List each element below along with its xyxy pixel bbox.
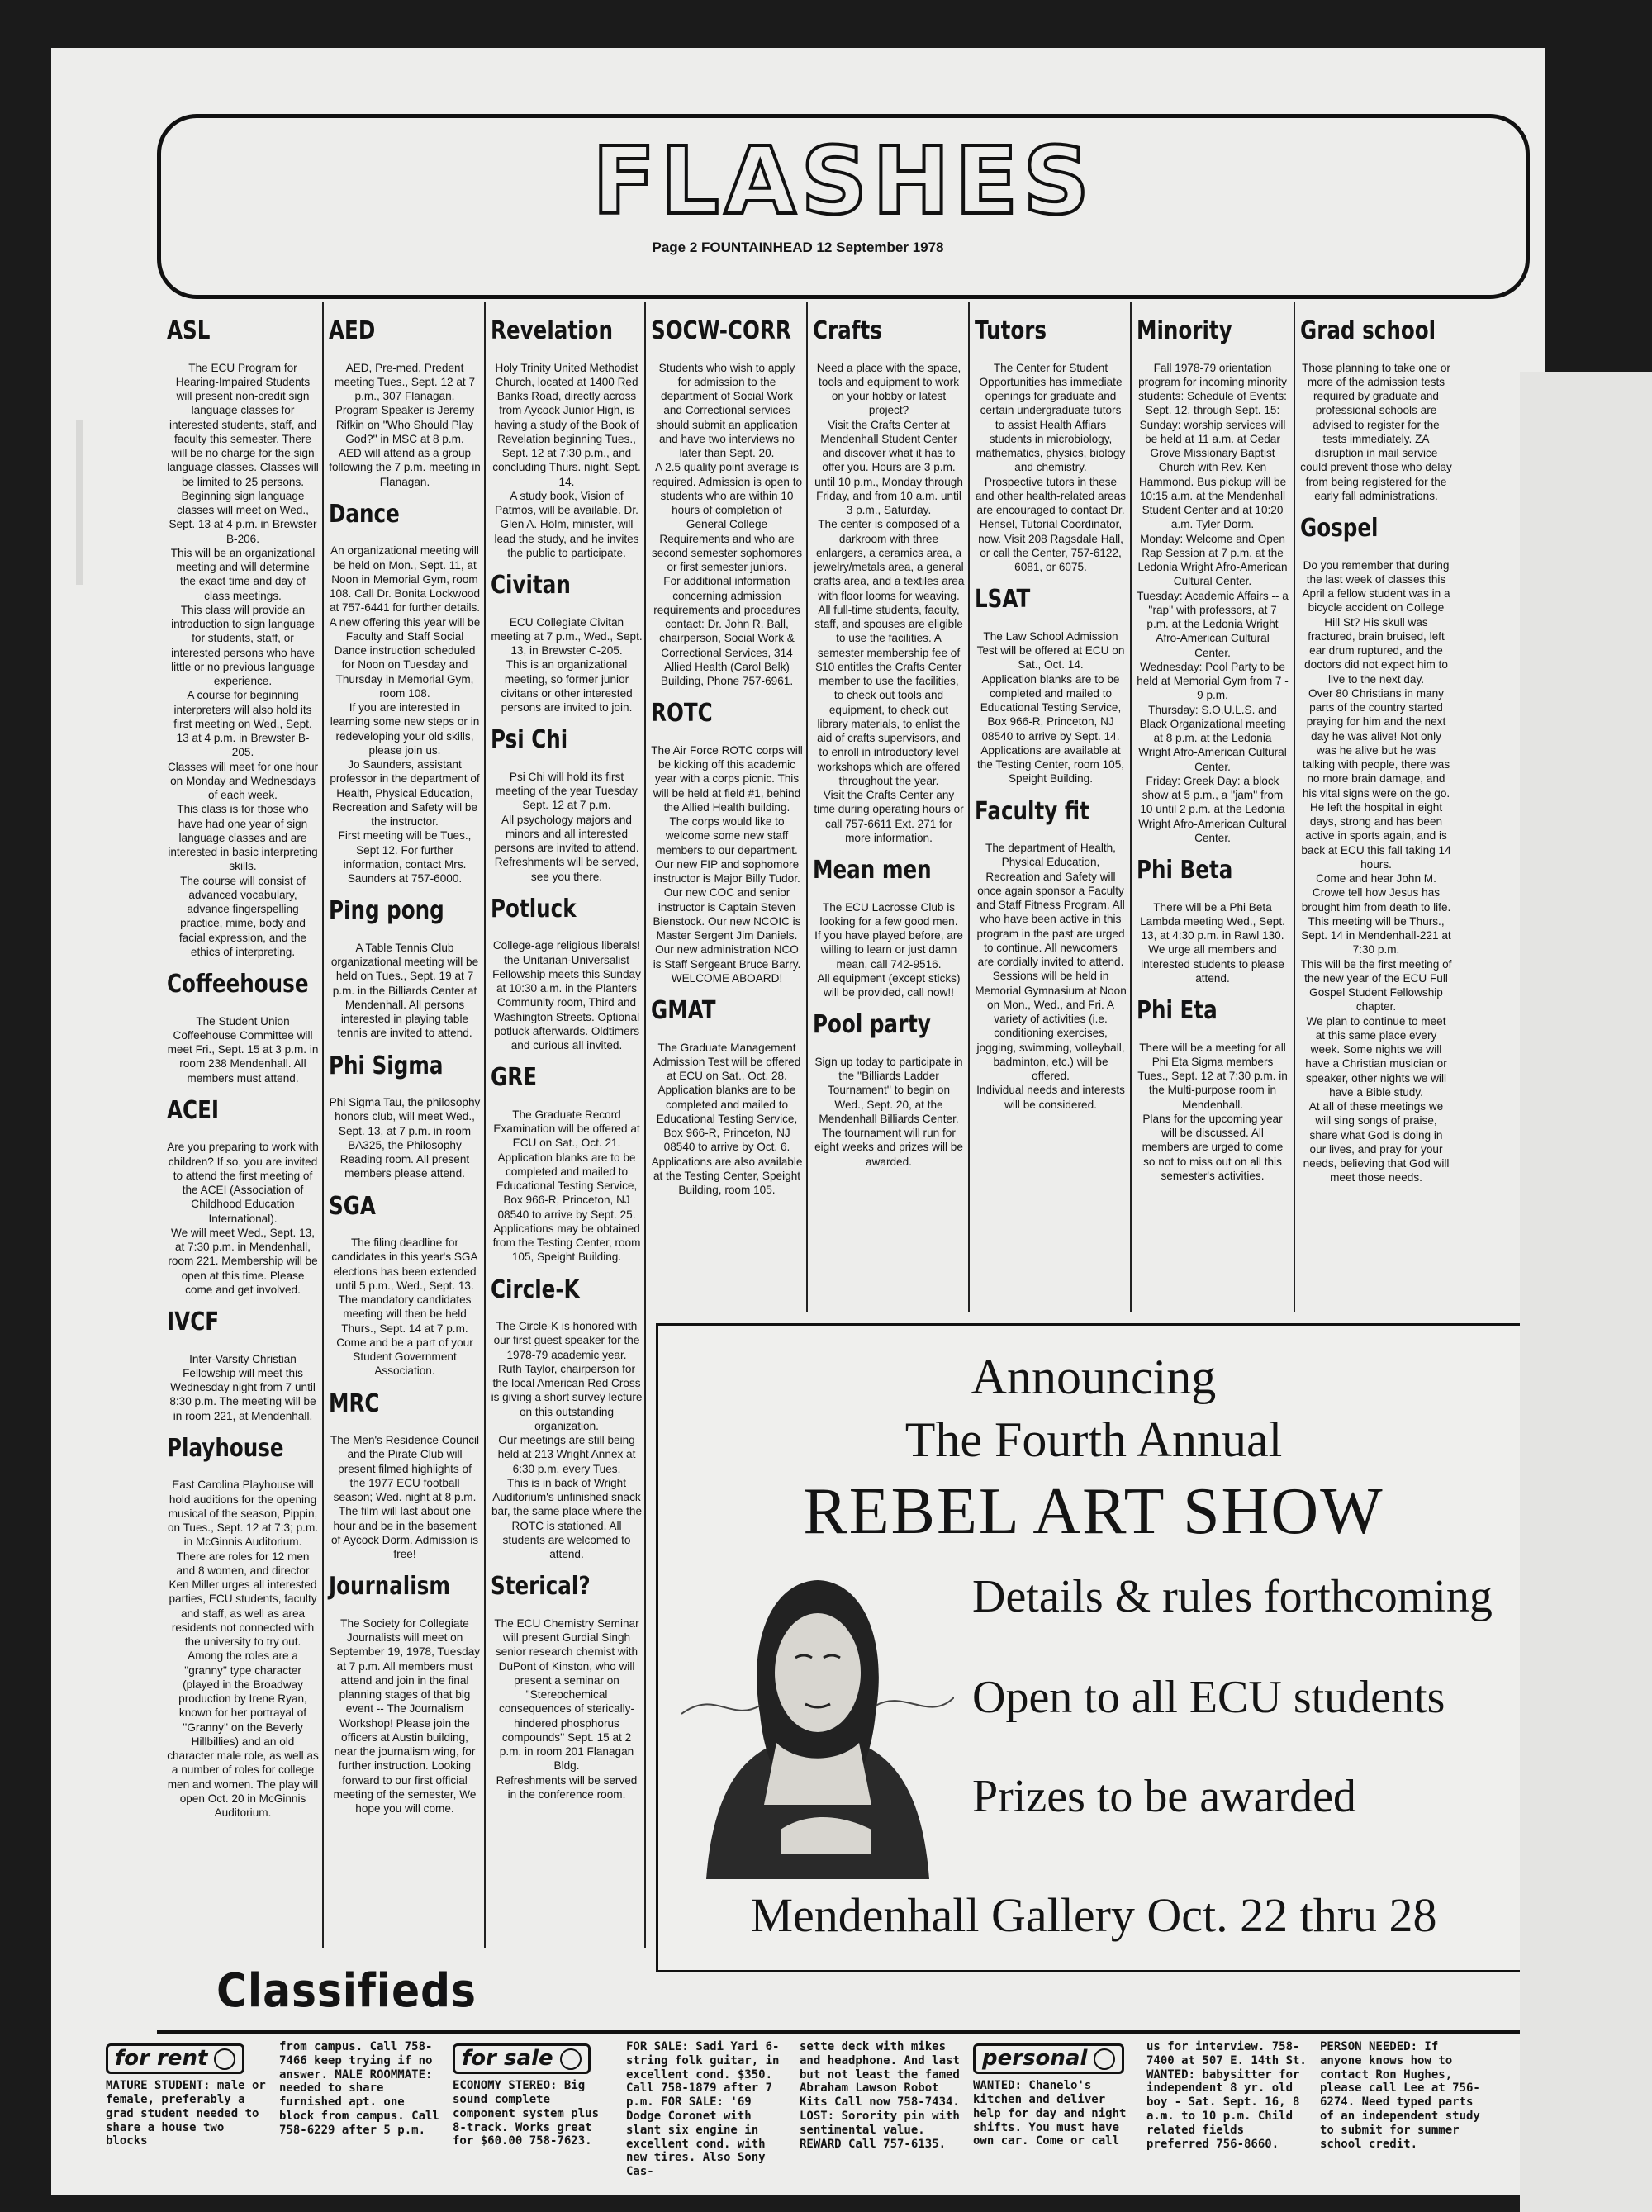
news-item-paragraph: Individual needs and interests will be considered. — [976, 1084, 1125, 1111]
rebel-art-show-ad — [656, 1323, 1531, 1972]
news-item-paragraph: The filing deadline for candidates in this year's SGA elections has been extended until 5 p.m., Wed., Sept. 13. — [331, 1237, 478, 1292]
news-item-heading: Coffeehouse — [167, 970, 309, 999]
news-item-paragraph: Holy Trinity United Methodist Church, located at 1400 Red Banks Road, directly across from Aycock Junior High, is having a study of the Book of Revelation beginning Tues., Sept. 12 at 7:30 p.m., and concluding Thurs. night, Sept. 14. — [492, 361, 641, 488]
news-item-paragraph: Plans for the upcoming year will be discussed. All members are urged to come so not to miss out on all this semester's activities. — [1142, 1112, 1284, 1182]
news-item — [329, 501, 481, 886]
classified-text: sette deck with mikes and headphone. And last but not least the famed Abraham Lawson Robot Kits Call now 758-7434. LOST: Sorority pin with sentimental value. REWARD Call 757-6135. — [800, 2040, 960, 2151]
ad-fourth-annual: The Fourth Annual — [904, 1412, 1283, 1467]
classified-col-4 — [626, 2040, 791, 2179]
news-item-paragraph: Thursday: S.O.U.L.S. and Black Organizational meeting at 8 p.m. at the Ledonia Wright Afro-American Cultural Center. — [1138, 703, 1287, 773]
news-item-heading: Psi Chi — [491, 725, 568, 755]
news-item-heading: Phi Eta — [1137, 996, 1218, 1025]
news-item-paragraph: At all of these meetings we will sing songs of praise, share what God is doing in our lives, and pray for your needs, believing that God will meet those needs. — [1303, 1100, 1450, 1184]
news-item — [167, 1308, 319, 1423]
news-item — [167, 1097, 319, 1297]
news-item-heading: Potluck — [491, 894, 577, 923]
news-item-paragraph: A Table Tennis Club organizational meeting will be held on Tues., Sept. 19 at 7 p.m. in the Billiards Center at Mendenhall. All persons interested in playing table tennis are invited to attend. — [330, 941, 479, 1040]
news-item-paragraph: Application blanks are to be completed and mailed to Educational Testing Service, Box 966-R, Princeton, NJ 08540 to arrive by Sept. 25. Applications may be obtained from the Testing Center, room 105, Speight Building. — [492, 1151, 641, 1264]
news-column — [813, 306, 965, 1180]
news-item-heading: Phi Beta — [1137, 856, 1233, 885]
news-item-heading: Faculty fit — [975, 796, 1089, 826]
column-rule — [806, 302, 808, 1312]
news-item-paragraph: A study book, Vision of Patmos, will be available. Dr. Glen A. Holm, minister, will lead the study, and he invites the public to participate. — [494, 489, 639, 559]
classified-text: PERSON NEEDED: If anyone knows how to contact Ron Hughes, please call Lee at 756-6274. Need typed parts of an independent study to submit for summer school credit. — [1320, 2040, 1480, 2151]
news-item-paragraph: The Graduate Management Admission Test will be offered at ECU on Sat., Oct. 28. — [653, 1041, 801, 1082]
news-item-heading: ASL — [167, 316, 211, 345]
news-item — [1137, 997, 1289, 1183]
news-item-paragraph: This will be the first meeting of the new year of the ECU Full Gospel Student Fellowship chapter. — [1300, 957, 1452, 1013]
news-item-paragraph: A 2.5 quality point average is required. Admission is open to students who are within 10 hours of completion of General College Requirements and who are second semester sophomores or first semester juniors. — [651, 461, 803, 573]
news-item-paragraph: The ECU Lacrosse Club is looking for a few good men. — [819, 900, 958, 928]
news-item-paragraph: Jo Saunders, assistant professor in the department of Health, Physical Education, Recreation and Safety will be the instructor. — [330, 758, 480, 828]
classified-text: ECONOMY STEREO: Big sound complete component system plus 8-track. Works great for $60.00 758-7623. — [453, 2079, 600, 2148]
news-item-paragraph: For additional information concerning admission requirements and procedures contact: Dr. John R. Ball, chairperson, Social Work & Correctional Services, 314 Allied Health (Carol Belk) Building, Phone 757-6961. — [653, 575, 800, 687]
news-item-paragraph: ECU Collegiate Civitan meeting at 7 p.m., Wed., Sept. 13, in Brewster C-205. — [491, 615, 643, 657]
news-item — [975, 798, 1127, 1112]
news-item — [329, 1390, 481, 1562]
news-item — [491, 726, 643, 884]
news-item-paragraph: Inter-Varsity Christian Fellowship will meet this Wednesday night from 7 until 8:30 p.m. The meeting will be in room 221, at Mendenhall. — [169, 1352, 316, 1422]
news-item-paragraph: This is in back of Wright Auditorium's unfinished snack bar, the same place where the ROTC is stationed. All students are welcomed to attend. — [491, 1476, 643, 1560]
news-item — [491, 317, 643, 560]
news-item-heading: Minority — [1137, 316, 1232, 345]
news-item-heading: Revelation — [491, 316, 613, 345]
news-item — [1300, 317, 1452, 503]
classified-col-7 — [1146, 2040, 1312, 2151]
news-item-paragraph: Ruth Taylor, chairperson for the local American Red Cross is giving a short survey lecture on this outstanding organization. — [491, 1362, 643, 1432]
ad-location-dates: Mendenhall Gallery Oct. 22 thru 28 — [750, 1888, 1437, 1942]
news-item — [167, 971, 319, 1085]
classified-col-1 — [106, 2040, 271, 2148]
classified-text: us for interview. 758-7400 at 507 E. 14th St. WANTED: babysitter for independent 8 yr. old boy - Sat. Sept. 16, 8 a.m. to 10 p.m. Child related fields preferred 756-8660. — [1146, 2040, 1307, 2151]
news-item-paragraph: Monday: Welcome and Open Rap Session at 7 p.m. at the Ledonia Wright Afro-American Cultural Center. — [1137, 532, 1288, 588]
news-item-paragraph: All psychology majors and minors and all interested persons are invited to attend. Refreshments will be served, see you there. — [494, 813, 639, 883]
news-item — [1300, 515, 1452, 1185]
news-item-paragraph: A course for beginning interpreters will also hold its first meeting on Wed., Sept. 13 at 4 p.m. in Brewster B-205. — [173, 689, 312, 759]
column-rule — [1294, 302, 1295, 1312]
mona-lisa-illustration — [681, 1565, 954, 1879]
newspaper-page — [51, 48, 1545, 2195]
news-item — [491, 1064, 643, 1264]
news-item-paragraph: Need a place with the space, tools and equipment to work on your hobby or latest project? — [816, 361, 961, 417]
news-item-paragraph: Psi Chi will hold its first meeting of the year Tuesday Sept. 12 at 7 p.m. — [496, 770, 638, 812]
news-item-paragraph: The Law School Admission Test will be offered at ECU on Sat., Oct. 14. — [976, 629, 1125, 672]
news-item-paragraph: Over 80 Christians in many parts of the country started praying for him and the next day he was alive! Not only was he alive but he was talking with people, there was no more brain damage, and his vital signs were on the go. He left the hospital in eight days, strong and has been active in sports again, and is back at ECU this fall taking 14 hours. — [1301, 686, 1451, 871]
news-item-heading: Mean men — [813, 856, 932, 885]
news-item-paragraph: AED will attend as a group following the 7 p.m. meeting in Flanagan. — [329, 447, 481, 488]
news-item-paragraph: The Air Force ROTC corps will be kicking off this academic year with a corps picnic. This will be held at field #1, behind the Allied Health building. — [651, 743, 803, 814]
personal-label: personal — [973, 2043, 1124, 2074]
news-column — [1300, 306, 1452, 1197]
news-item — [491, 1573, 643, 1801]
news-item-paragraph: There will be a meeting for all Phi Eta Sigma members Tues., Sept. 12 at 7:30 p.m. in the Multi-purpose room in Mendenhall. — [1137, 1041, 1288, 1111]
news-item-heading: IVCF — [167, 1308, 220, 1336]
news-item-paragraph: Phi Sigma Tau, the philosophy honors club, will meet Wed., Sept. 13, at 7 p.m. in room BA325, the Philosophy Reading room. All present members please attend. — [329, 1096, 481, 1180]
news-item-paragraph: Our meetings are still being held at 213 Wright Annex at 6:30 p.m. every Tues. — [497, 1434, 636, 1475]
news-item-paragraph: Do you remember that during the last week of classes this April a fellow student was in a bicycle accident on College Hill St? His skull was fractured, brain bruised, left ear drum ruptured, and the doctors did not expect him to live to the next day. — [1302, 558, 1450, 686]
news-item-heading: SOCW-CORR — [651, 316, 791, 345]
news-item-paragraph: Those planning to take one or more of the admission tests required by graduate and professional schools are advised to register for the tests immediately. ZA disruption in mail service could prevent those who delay from being registered for the early fall administrations. — [1300, 361, 1452, 502]
news-item — [813, 1011, 965, 1169]
news-item-heading: LSAT — [975, 585, 1031, 615]
house-icon — [214, 2048, 235, 2070]
news-item — [651, 997, 803, 1197]
person-icon — [1094, 2048, 1115, 2070]
edge-mark — [76, 420, 83, 585]
news-item-paragraph: Application blanks are to be completed and mailed to Educational Testing Service, Box 966-R, Princeton, NJ 08540 to arrive by Sept. 14. Applications are available at the Testing Center, room 105, Speight Building. — [976, 672, 1125, 786]
news-column — [651, 306, 803, 1208]
news-item — [975, 586, 1127, 786]
news-item-paragraph: The ECU Chemistry Seminar will present Gurdial Singh senior research chemist with DuPont of Kinston, who will present a seminar on ''Stereochemical consequences of sterically-hindered phosphorus compounds'' Sept. 15 at 2 p.m. in room 201 Flanagan Bldg. — [494, 1616, 639, 1773]
news-item-paragraph: Visit the Crafts Center at Mendenhall Student Center and discover what it has to offer you. Hours are 3 p.m. until 10 p.m., Monday through Friday, and from 10 a.m. until 3 p.m., Saturday. — [814, 418, 963, 516]
news-item-heading: Circle-K — [491, 1275, 580, 1304]
news-item-paragraph: The Center for Student Opportunities has immediate openings for graduate and certain undergraduate tutors to assist Health Affiars students in microbiology, mathematics, physics, biology and chemistry. — [976, 361, 1126, 474]
news-column — [167, 306, 319, 1831]
news-item-paragraph: There will be a Phi Beta Lambda meeting Wed., Sept. 13, at 4:30 p.m. in Rawl 130. — [1140, 900, 1285, 942]
classified-col-3 — [453, 2040, 618, 2148]
news-item-paragraph: The department of Health, Physical Education, Recreation and Safety will once again sponsor a Faculty and Staff Fitness Program. All who have been active in this program in the past are urged to continue. All newcomers are cordially invited to attend. — [976, 842, 1125, 968]
news-item — [329, 1573, 481, 1816]
ad-details: Details & rules forthcoming — [972, 1571, 1493, 1622]
news-item-heading: MRC — [329, 1388, 380, 1418]
news-item-paragraph: Beginning sign language classes will meet on Wed., Sept. 13 at 4 p.m. in Brewster B-206. — [169, 489, 317, 545]
news-item-paragraph: Sunday: worship services will be held at 11 a.m. at Cedar Grove Missionary Baptist Church with Rev. Ken Hammond. Bus pickup will be 10:15 a.m. at the Mendenhall Student Center and at 10:20 a.m. Tyler Dorm. — [1138, 418, 1287, 531]
classified-text: FOR SALE: Sadi Yari 6-string folk guitar, in excellent cond. $350. Call 758-1879 after 7 p.m. FOR SALE: '69 Dodge Coronet with slant six engine in excellent cond. with new tires. Also Sony Cas- — [626, 2040, 780, 2179]
news-item-paragraph: There are roles for 12 men and 8 women, and director Ken Miller urges all interested parties, ECU students, faculty and staff, as well as area residents not connected with the university to try out. — [169, 1550, 317, 1648]
classified-col-6 — [973, 2040, 1138, 2148]
news-item — [167, 1435, 319, 1820]
news-item — [813, 317, 965, 845]
news-item-heading: Phi Sigma — [329, 1051, 444, 1080]
news-item-heading: Pool party — [813, 1010, 931, 1040]
news-item-paragraph: This will be an organizational meeting and will determine the exact time and day of class meetings. — [170, 546, 316, 602]
news-item-paragraph: The ECU Program for Hearing-Impaired Students will present non-credit sign language classes for interested students, staff, and faculty this semester. There will be no charge for the sign language classes. Classes will be limited to 25 persons. — [167, 361, 319, 488]
news-item-paragraph: Prospective tutors in these and other health-related areas are encouraged to contact Dr. Hensel, Tutorial Coordinator, now. Visit 208 Ragsdale Hall, or call the Center, 757-6122, 6081, or 6075. — [975, 475, 1127, 573]
news-item-heading: AED — [329, 316, 376, 345]
column-rule — [644, 302, 646, 1948]
news-item-paragraph: If you have played before, are willing to learn or just damn mean, call 742-9516. — [814, 929, 963, 971]
news-item-heading: Playhouse — [167, 1433, 284, 1463]
news-item — [1137, 317, 1289, 845]
ad-announcing: Announcing — [971, 1350, 1217, 1404]
news-item-paragraph: The course will consist of advanced vocabulary, advance fingerspelling practice, mime, body and facial expression, and the ethics of interpreting. — [178, 874, 307, 958]
ad-prizes: Prizes to be awarded — [972, 1771, 1356, 1822]
news-item-paragraph: The Society for Collegiate Journalists will meet on September 19, 1978, Tuesday at 7 p.m. All members must attend and join in the final planning stages of that big event -- The Journalism Workshop! Please join the officers at Austin building, near the journalism wing, for further instruction. Looking forward to our first official meeting of the semester, We hope you will come. — [329, 1616, 481, 1815]
news-item-heading: Gospel — [1300, 514, 1379, 543]
news-item-heading: GMAT — [651, 996, 716, 1025]
news-item-heading: SGA — [329, 1191, 376, 1221]
news-item-paragraph: Classes will meet for one hour on Monday and Wednesdays of each week. — [167, 760, 319, 801]
news-item — [491, 1276, 643, 1562]
news-item — [329, 317, 481, 489]
news-item-paragraph: Sign up today to participate in the ''Billiards Ladder Tournament'' to begin on Wed., Sept. 20, at the Mendenhall Billiards Center. The tournament will run for eight weeks and prizes will be awarded. — [814, 1055, 963, 1168]
folio-line: Page 2 FOUNTAINHEAD 12 September 1978 — [652, 240, 944, 255]
news-item-heading: Sterical? — [491, 1572, 591, 1602]
classified-col-8 — [1320, 2040, 1485, 2151]
news-item-paragraph: The Student Union Coffeehouse Committee will meet Fri., Sept. 15 at 3 p.m. in room 238 Mendenhall. All members must attend. — [167, 1014, 319, 1085]
news-item-paragraph: Come and hear John M. Crowe tell how Jesus has brought him from death to life. This meeting will be Thurs., Sept. 14 in Mendenhall-221 at 7:30 p.m. — [1301, 872, 1451, 956]
news-item — [1137, 857, 1289, 985]
masthead-title: FLASHES — [591, 128, 1095, 235]
news-item-paragraph: Wednesday: Pool Party to be held at Memorial Gym from 7 - 9 p.m. — [1137, 660, 1289, 702]
news-item — [651, 700, 803, 985]
news-item-paragraph: We plan to continue to meet at this same place every week. Some nights we will have a Christian musician or speaker, other nights we will have a Bible study. — [1305, 1014, 1447, 1099]
news-item — [813, 857, 965, 999]
news-item — [491, 895, 643, 1053]
tag-icon — [560, 2048, 582, 2070]
masthead-box — [157, 114, 1530, 299]
news-item-paragraph: The center is composed of a darkroom with three enlargers, a ceramics area, a jewelry/metals area, a general crafts area, and a textiles area with floor looms for weaving. — [813, 518, 965, 602]
for-sale-label: for sale — [453, 2043, 591, 2074]
news-item-paragraph: The corps would like to welcome some new staff members to our department. Our new FIP and sophomore instructor is Major Billy Tudor. Our new COC and senior instructor is Captain Steven Bienstock. Our new NCOIC is Master Sergent Jim Daniels. Our new administration NCO is Staff Sergeant Bruce Barry. WELCOME ABOARD! — [653, 815, 801, 985]
news-item-paragraph: AED, Pre-med, Predent meeting Tues., Sept. 12 at 7 p.m., 307 Flanagan. — [334, 361, 476, 402]
classifieds-title: Classifieds — [216, 1964, 477, 2018]
news-item-paragraph: This class is for those who have had one year of sign language classes and are interested in basic interpreting skills. — [168, 803, 318, 873]
classified-text: WANTED: Chanelo's kitchen and deliver help for day and night shifts. You must have own car. Come or call — [973, 2079, 1127, 2148]
news-item — [975, 317, 1127, 574]
adjacent-page-edge — [1520, 372, 1652, 2212]
news-item-heading: Tutors — [975, 316, 1047, 345]
ad-show-title: REBEL ART SHOW — [803, 1475, 1384, 1548]
news-item-paragraph: If you are interested in learning some new steps or in redeveloping your old skills, please join us. — [330, 701, 480, 757]
news-item — [329, 897, 481, 1040]
news-item-heading: Crafts — [813, 316, 882, 345]
news-item-paragraph: Come and be a part of your Student Government Association. — [336, 1336, 473, 1378]
column-rule — [484, 302, 486, 1948]
news-column — [491, 306, 643, 1813]
news-item-paragraph: An organizational meeting will be held on Mon., Sept. 11, at Noon in Memorial Gym, room 108. Call Dr. Bonita Lockwood at 757-6441 for further details. — [329, 544, 481, 615]
news-item-heading: Ping pong — [329, 896, 444, 926]
news-item-heading: Grad school — [1300, 316, 1436, 345]
news-item-paragraph: The Graduate Record Examination will be offered at ECU on Sat., Oct. 21. — [493, 1108, 640, 1150]
news-item-paragraph: East Carolina Playhouse will hold auditions for the opening musical of the season, Pippin, on Tues., Sept. 12 at 7:3; p.m. in McGinnis Auditorium. — [167, 1479, 319, 1549]
classified-col-2 — [279, 2040, 444, 2138]
news-item-paragraph: Students who wish to apply for admission to the department of Social Work and Correctional services should submit an application and have two interviews no later than Sept. 20. — [656, 361, 798, 459]
news-item-paragraph: Fall 1978-79 orientation program for incoming minority students: Schedule of Events: Sept. 12, through Sept. 15: — [1138, 361, 1287, 417]
news-item — [329, 1193, 481, 1379]
news-item — [491, 572, 643, 714]
news-item-paragraph: The Men's Residence Council and the Pirate Club will present filmed highlights of the 1977 ECU football season; Wed. night at 8 p.m. The film will last about one hour and be in the basement of Aycock Dorm. Admission is free! — [330, 1434, 480, 1560]
news-column — [975, 306, 1127, 1123]
news-item — [167, 317, 319, 959]
column-rule — [968, 302, 970, 1312]
news-item-paragraph: We will meet Wed., Sept. 13, at 7:30 p.m. in Mendenhall, room 221. Membership will be open at this time. Please come and get involved. — [168, 1226, 318, 1296]
news-item-paragraph: Among the roles are a ''granny'' type character (played in the Broadway production by Irene Ryan, known for her portrayal of ''Granny'' on the Beverly Hillbillies) and an old character male role, as well as a number of roles for college men and women. The play will open Oct. 20 in McGinnis Auditorium. — [167, 1650, 319, 1819]
news-item-paragraph: Are you preparing to work with children? If so, you are invited to attend the first meeting of the ACEI (Association of Childhood Education International). — [167, 1141, 319, 1225]
classified-text: MATURE STUDENT: male or female, preferably a grad student needed to share a house two blocks — [106, 2079, 266, 2148]
news-item-paragraph: A new offering this year will be Faculty and Staff Social Dance instruction scheduled for Noon on Tuesday and Thursday in Memorial Gym, room 108. — [329, 615, 481, 700]
news-item-paragraph: Application blanks are to be completed and mailed to Educational Testing Service, Box 966-R, Princeton, NJ 08540 to arrive by Oct. 6. Applications are also available at the Testing Center, Speight Building, room 105. — [651, 1084, 803, 1196]
news-item-heading: Civitan — [491, 571, 571, 600]
news-item-paragraph: We urge all members and interested students to please attend. — [1141, 943, 1284, 985]
news-item — [329, 1052, 481, 1181]
news-item-heading: Dance — [329, 499, 400, 529]
news-item-paragraph: This class will provide an introduction to sign language for students, staff, or interested persons who have little or no previous language experience. — [171, 603, 315, 687]
news-item-paragraph: First meeting will be Tues., Sept 12. For further information, contact Mrs. Saunders at 757-6000. — [338, 829, 472, 885]
news-item-paragraph: Refreshments will be served in the conference room. — [496, 1773, 638, 1801]
classified-col-5 — [800, 2040, 965, 2151]
news-item-heading: ACEI — [167, 1095, 220, 1125]
classified-text: from campus. Call 758-7466 keep trying if no answer. MALE ROOMMATE: needed to share furnished apt. one block from campus. Call 758-6229 after 5 p.m. — [279, 2040, 439, 2137]
news-item-heading: Journalism — [329, 1572, 450, 1602]
news-item-paragraph: All equipment (except sticks) will be provided, call now!! — [817, 971, 961, 999]
news-column — [1137, 306, 1289, 1194]
news-item-paragraph: Friday: Greek Day: a block show at 5 p.m., a ''jam'' from 10 until 2 p.m. at the Ledonia Wright Afro-American Cultural Center. — [1138, 774, 1287, 844]
news-item-paragraph: Program Speaker is Jeremy Rifkin on ''Who Should Play God?'' in MSC at 8 p.m. — [335, 404, 475, 445]
news-item-heading: GRE — [491, 1063, 537, 1093]
news-item-paragraph: Tuesday: Academic Affairs -- a ''rap'' with professors, at 7 p.m. at the Ledonia Wright Afro-American Cultural Center. — [1137, 589, 1289, 659]
news-column — [329, 306, 481, 1827]
news-item-paragraph: Sessions will be held in Memorial Gymnasium at Noon on Mon., Wed., and Fri. A variety of activities (i.e. conditioning exercises, jogging, swimming, volleyball, badminton, etc.) will be offered. — [975, 970, 1127, 1082]
news-item-heading: ROTC — [651, 699, 713, 729]
ad-open-to-all: Open to all ECU students — [972, 1672, 1446, 1723]
column-rule — [322, 302, 324, 1948]
news-item-paragraph: The Circle-K is honored with our first guest speaker for the 1978-79 academic year. — [493, 1320, 640, 1361]
news-item — [651, 317, 803, 688]
news-item-paragraph: All full-time students, faculty, staff, and spouses are eligible to use the facilities. A semester membership fee of $10 entitles the Crafts Center member to use the facilities, to check out tools and equipment, to check out library materials, to enlist the aid of crafts supervisors, and to enroll in introductory level workshops which are offered throughout the year. — [814, 603, 963, 787]
news-item-paragraph: College-age religious liberals! the Unitarian-Universalist Fellowship meets this Sunday at 10:30 a.m. in the Planters Community room, Third and Washington Streets. Optional potluck afterwards. Oldtimers and curious all invited. — [492, 939, 641, 1051]
news-item-paragraph: This is an organizational meeting, so former junior civitans or other interested persons are invited to join. — [501, 658, 633, 714]
for-rent-label: for rent — [106, 2043, 244, 2074]
news-item-paragraph: The mandatory candidates meeting will then be held Thurs., Sept. 14 at 7 p.m. — [338, 1293, 472, 1335]
classifieds-rule — [157, 2030, 1531, 2034]
column-rule — [1130, 302, 1132, 1312]
news-item-paragraph: Visit the Crafts Center any time during operating hours or call 757-6611 Ext. 271 for more information. — [814, 789, 964, 844]
